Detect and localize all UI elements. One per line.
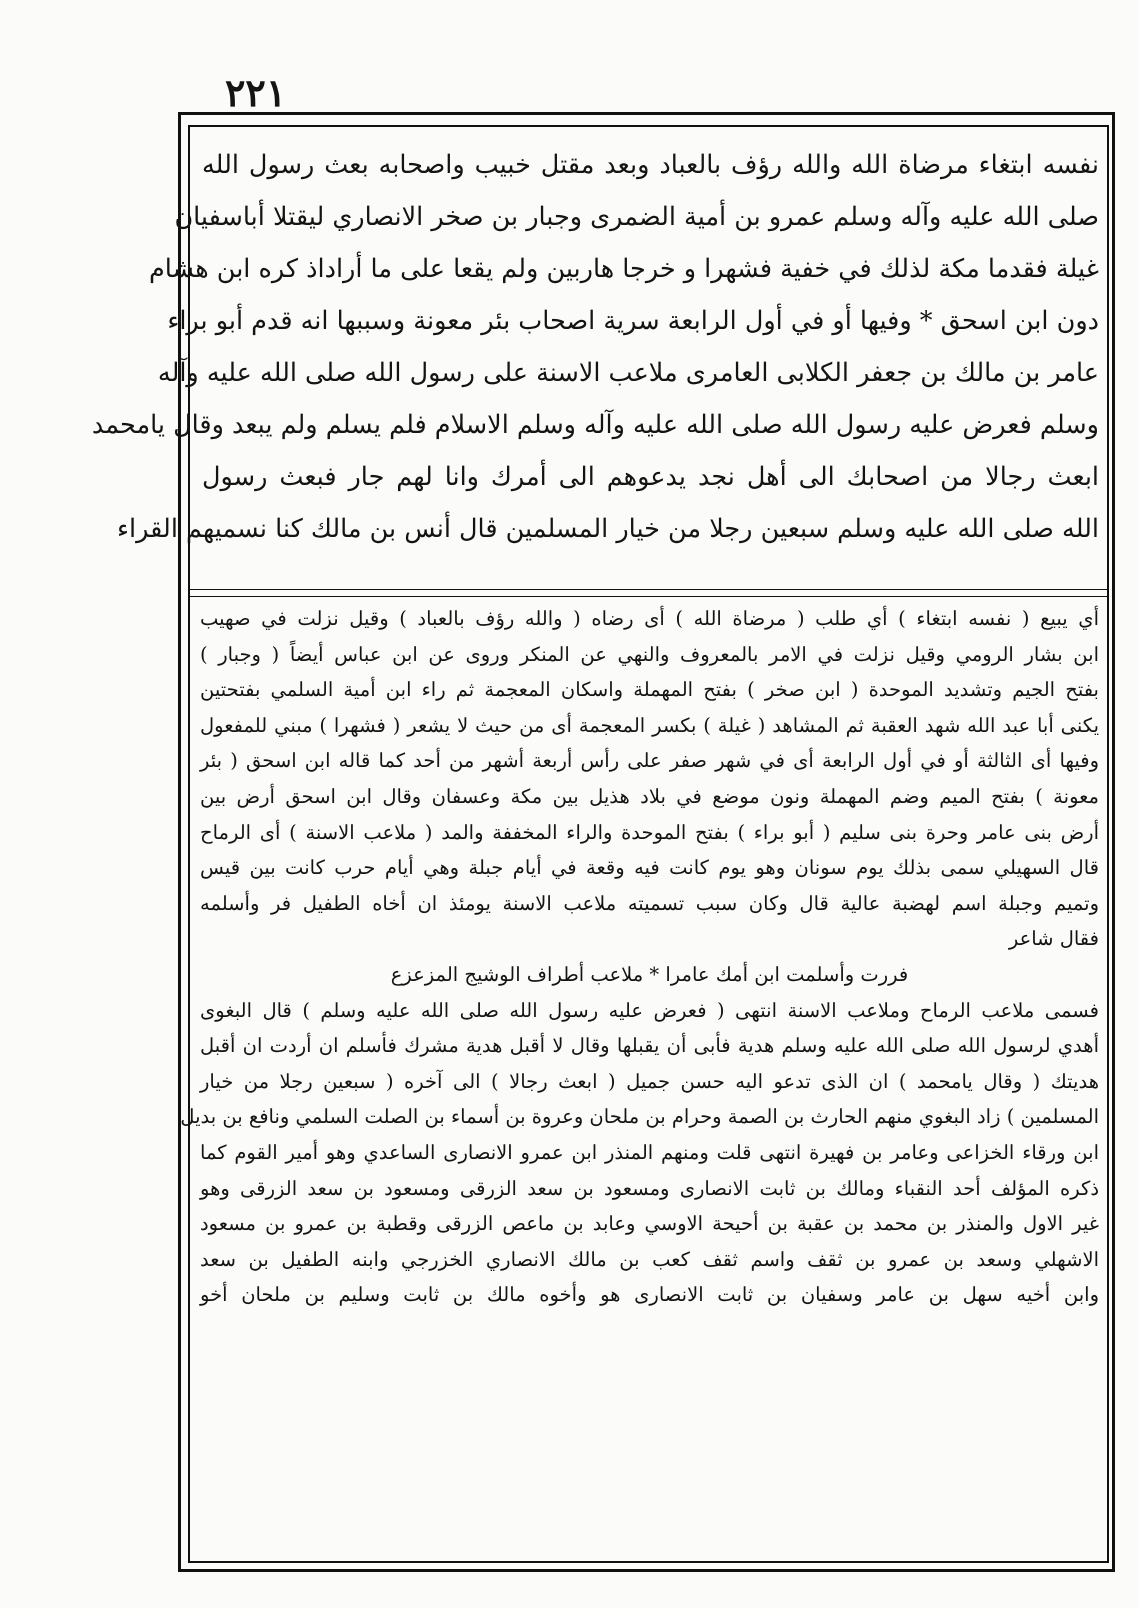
commentary-line: ابن ورقاء الخزاعى وعامر بن فهيرة انتهى قلت ومنهم المنذر ابن عمرو الانصارى الساعدي وهو أمير القوم كما: [200, 1140, 1099, 1164]
commentary-line: وابن أخيه سهل بن عامر وسفيان بن ثابت الانصارى هو وأخوه مالك بن ثابت وسليم بن ملحان أخو: [200, 1283, 1099, 1307]
main-text-line: غيلة فقدما مكة لذلك في خفية فشهرا و خرجا هاربين ولم يقعا على ما أراداذ كره ابن هشام: [148, 254, 1099, 284]
section-divider: [190, 589, 1107, 597]
commentary-line: يكنى أبا عبد الله شهد العقبة ثم المشاهد ( غيلة ) بكسر المعجمة أى من حيث لا يشعر ( فشهرا ) مبني للمفعول: [200, 713, 1099, 737]
commentary-line: أهدي لرسول الله صلى الله عليه وسلم هدية فأبى أن يقبلها وقال لا أقبل هدية مشرك فأسلم ان أردت ان أقبل: [200, 1034, 1099, 1058]
commentary-line: هديتك ( وقال يامحمد ) ان الذى تدعو اليه حسن جميل ( ابعث رجالا ) الى آخره ( سبعين رجلا من خيار: [200, 1069, 1099, 1093]
commentary-line: قال السهيلي سمى بذلك يوم سونان وهو يوم كانت فيه وقعة في أيام جبلة وهي أيام حرب كانت بين قيس: [200, 856, 1099, 880]
main-text-line: وسلم فعرض عليه رسول الله صلى الله عليه وآله وسلم الاسلام فلم يسلم ولم يبعد وقال يامحمد: [91, 410, 1099, 440]
page-number: ٢٢١: [225, 70, 287, 115]
commentary-line: معونة ) بفتح الميم وضم المهملة ونون موضع في بلاد هذيل بين مكة وعسفان وقال ابن اسحق أرض بين: [200, 784, 1099, 808]
commentary-line: ذكره المؤلف أحد النقباء ومالك بن ثابت الانصارى ومسعود بن سعد الزرقى ومسعود بن سعد الزرقى وهو: [200, 1176, 1099, 1200]
main-text-line: عامر بن مالك بن جعفر الكلابى العامرى ملاعب الاسنة على رسول الله صلى الله عليه وآله: [157, 358, 1099, 388]
commentary-line: وفيها أى الثالثة أو في أول الرابعة أى في شهر صفر على رأس أربعة أشهر من أحد كما قاله ابن اسحق ( بئر: [200, 749, 1099, 773]
main-text-line: صلى الله عليه وآله وسلم عمرو بن أمية الضمرى وجبار بن صخر الانصاري ليقتلا أباسفيان: [174, 202, 1099, 232]
commentary-line: أرض بنى عامر وحرة بنى سليم ( أبو براء ) بفتح الموحدة والراء المخففة والمد ( ملاعب الاسنة ) أى الرماح: [200, 820, 1099, 844]
page-frame: [91, 112, 1115, 1572]
poetry-verse: فررت وأسلمت ابن أمك عامرا * ملاعب أطراف الوشيج المزعزع: [390, 962, 909, 986]
main-text-line: الله صلى الله عليه وسلم سبعين رجلا من خيار المسلمين قال أنس بن مالك كنا نسميهم القراء: [117, 514, 1099, 544]
commentary-line: أي يبيع ( نفسه ابتغاء ) أي طلب ( مرضاة الله ) أى رضاه ( والله رؤف بالعباد ) وقيل نزلت في صهيب: [200, 607, 1099, 630]
commentary-text: [180, 601, 1099, 1557]
inner-frame: [91, 125, 1109, 1563]
commentary-line: ابن بشار الرومي وقيل نزلت في الامر بالمعروف والنهي عن المنكر وروى عن ابن عباس أيضاً ( وجبار ): [200, 642, 1099, 666]
commentary-line: المسلمين ) زاد البغوي منهم الحارث بن الصمة وحرام بن ملحان وعروة بن أسماء بن الصلت السلمي ونافع بن بديل: [180, 1105, 1099, 1129]
commentary-line: غير الاول والمنذر بن محمد بن عقبة بن أحيحة الاوسي وعابد بن ماعص الزرقى وقطبة بن عمرو بن مسعود: [200, 1212, 1099, 1236]
main-text: [91, 139, 1099, 584]
commentary-line: فسمى ملاعب الرماح وملاعب الاسنة انتهى ( فعرض عليه رسول الله صلى الله عليه وسلم ) قال البغوى: [200, 998, 1099, 1022]
main-text-line: نفسه ابتغاء مرضاة الله والله رؤف بالعباد وبعد مقتل خبيب واصحابه بعث رسول الله: [202, 150, 1099, 180]
commentary-line: فقال شاعر: [1008, 927, 1099, 951]
main-text-line: ابعث رجالا من اصحابك الى أهل نجد يدعوهم الى أمرك وانا لهم جار فبعث رسول: [202, 462, 1099, 492]
commentary-line: الاشهلي وسعد بن عمرو بن ثقف واسم ثقف كعب بن مالك الانصاري الخزرجي وابنه الطفيل بن سعد: [200, 1247, 1099, 1271]
commentary-line: بفتح الجيم وتشديد الموحدة ( ابن صخر ) بفتح المهملة واسكان المعجمة ثم راء ابن أمية السلمي بفتحتين: [200, 678, 1099, 702]
commentary-line: وتميم وجبلة اسم لهضبة عالية قال وكان سبب تسميته ملاعب الاسنة يومئذ ان أخاه الطفيل فر وأسلمه: [200, 891, 1099, 915]
main-text-line: دون ابن اسحق * وفيها أو في أول الرابعة سرية اصحاب بئر معونة وسببها انه قدم أبو براء: [167, 306, 1099, 336]
